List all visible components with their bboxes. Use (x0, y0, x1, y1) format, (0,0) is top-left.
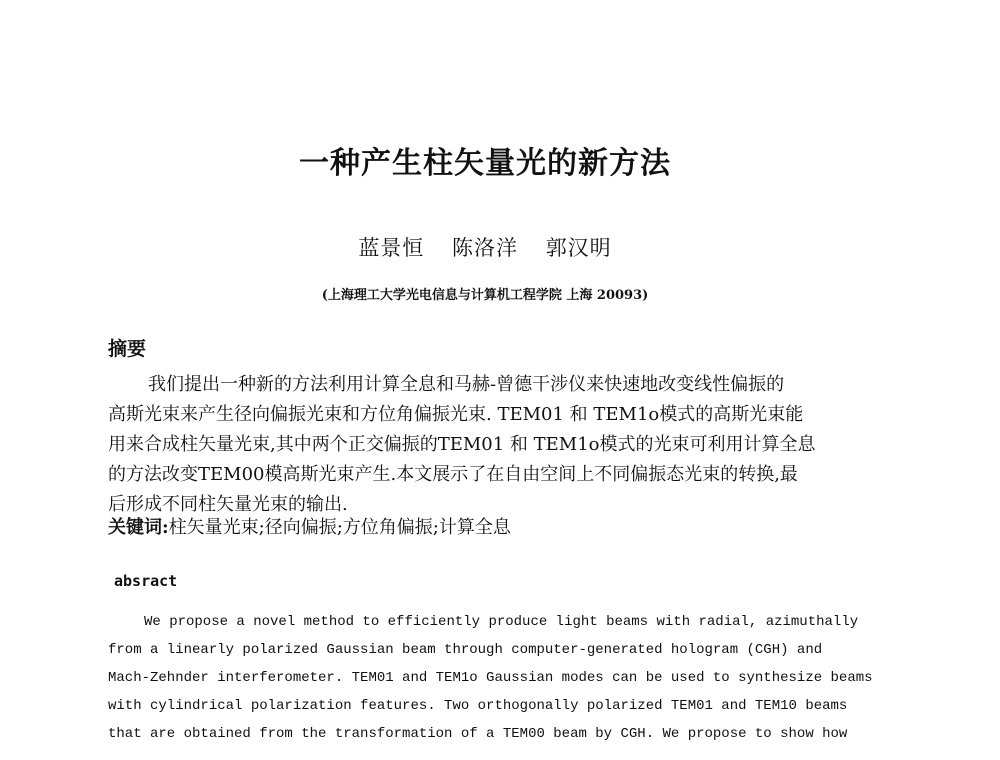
abstract-en-line: that are obtained from the transformation of a TEM00 beam by CGH. We propose to show how (108, 726, 848, 742)
abstract-en-line: We propose a novel method to efficiently produce light beams with radial, azimuthally (144, 614, 859, 630)
abstract-en-heading: absract (114, 572, 178, 590)
abstract-cn-line: 我们提出一种新的方法利用计算全息和马赫-曾德干涉仪来快速地改变线性偏振的 (148, 374, 785, 395)
abstract-cn-body (108, 370, 868, 520)
abstract-cn-line: 用来合成柱矢量光束,其中两个正交偏振的TEM01 和 TEM1o模式的光束可利用计算全息 (108, 434, 816, 455)
keywords-text: 柱矢量光束;径向偏振;方位角偏振;计算全息 (168, 517, 511, 538)
abstract-cn-line: 高斯光束来产生径向偏振光束和方位角偏振光束. TEM01 和 TEM1o模式的高斯光束能 (108, 404, 804, 425)
abstract-en-body (108, 608, 888, 748)
affiliation: (上海理工大学光电信息与计算机工程学院 上海 20093) (321, 288, 649, 303)
author-name: 郭汉明 (545, 236, 612, 260)
author-list (0, 232, 970, 262)
author-name: 蓝景恒 (358, 236, 425, 260)
keywords-label: 关键词: (108, 517, 169, 538)
abstract-en-line: Mach-Zehnder interferometer. TEM01 and TEM1o Gaussian modes can be used to synthesize beams (108, 670, 873, 686)
abstract-cn-line: 后形成不同柱矢量光束的输出. (108, 494, 348, 515)
author-name: 陈洛洋 (452, 236, 518, 260)
abstract-cn-heading: 摘要 (108, 338, 147, 360)
keywords (108, 513, 511, 543)
abstract-en-line: with cylindrical polarization features. Two orthogonally polarized TEM01 and TEM10 beams (108, 698, 848, 714)
abstract-en-line: from a linearly polarized Gaussian beam through computer-generated hologram (CGH) and (108, 642, 823, 658)
abstract-cn-line: 的方法改变TEM00模高斯光束产生.本文展示了在自由空间上不同偏振态光束的转换,最 (108, 464, 798, 485)
paper-title: 一种产生柱矢量光的新方法 (299, 146, 671, 181)
